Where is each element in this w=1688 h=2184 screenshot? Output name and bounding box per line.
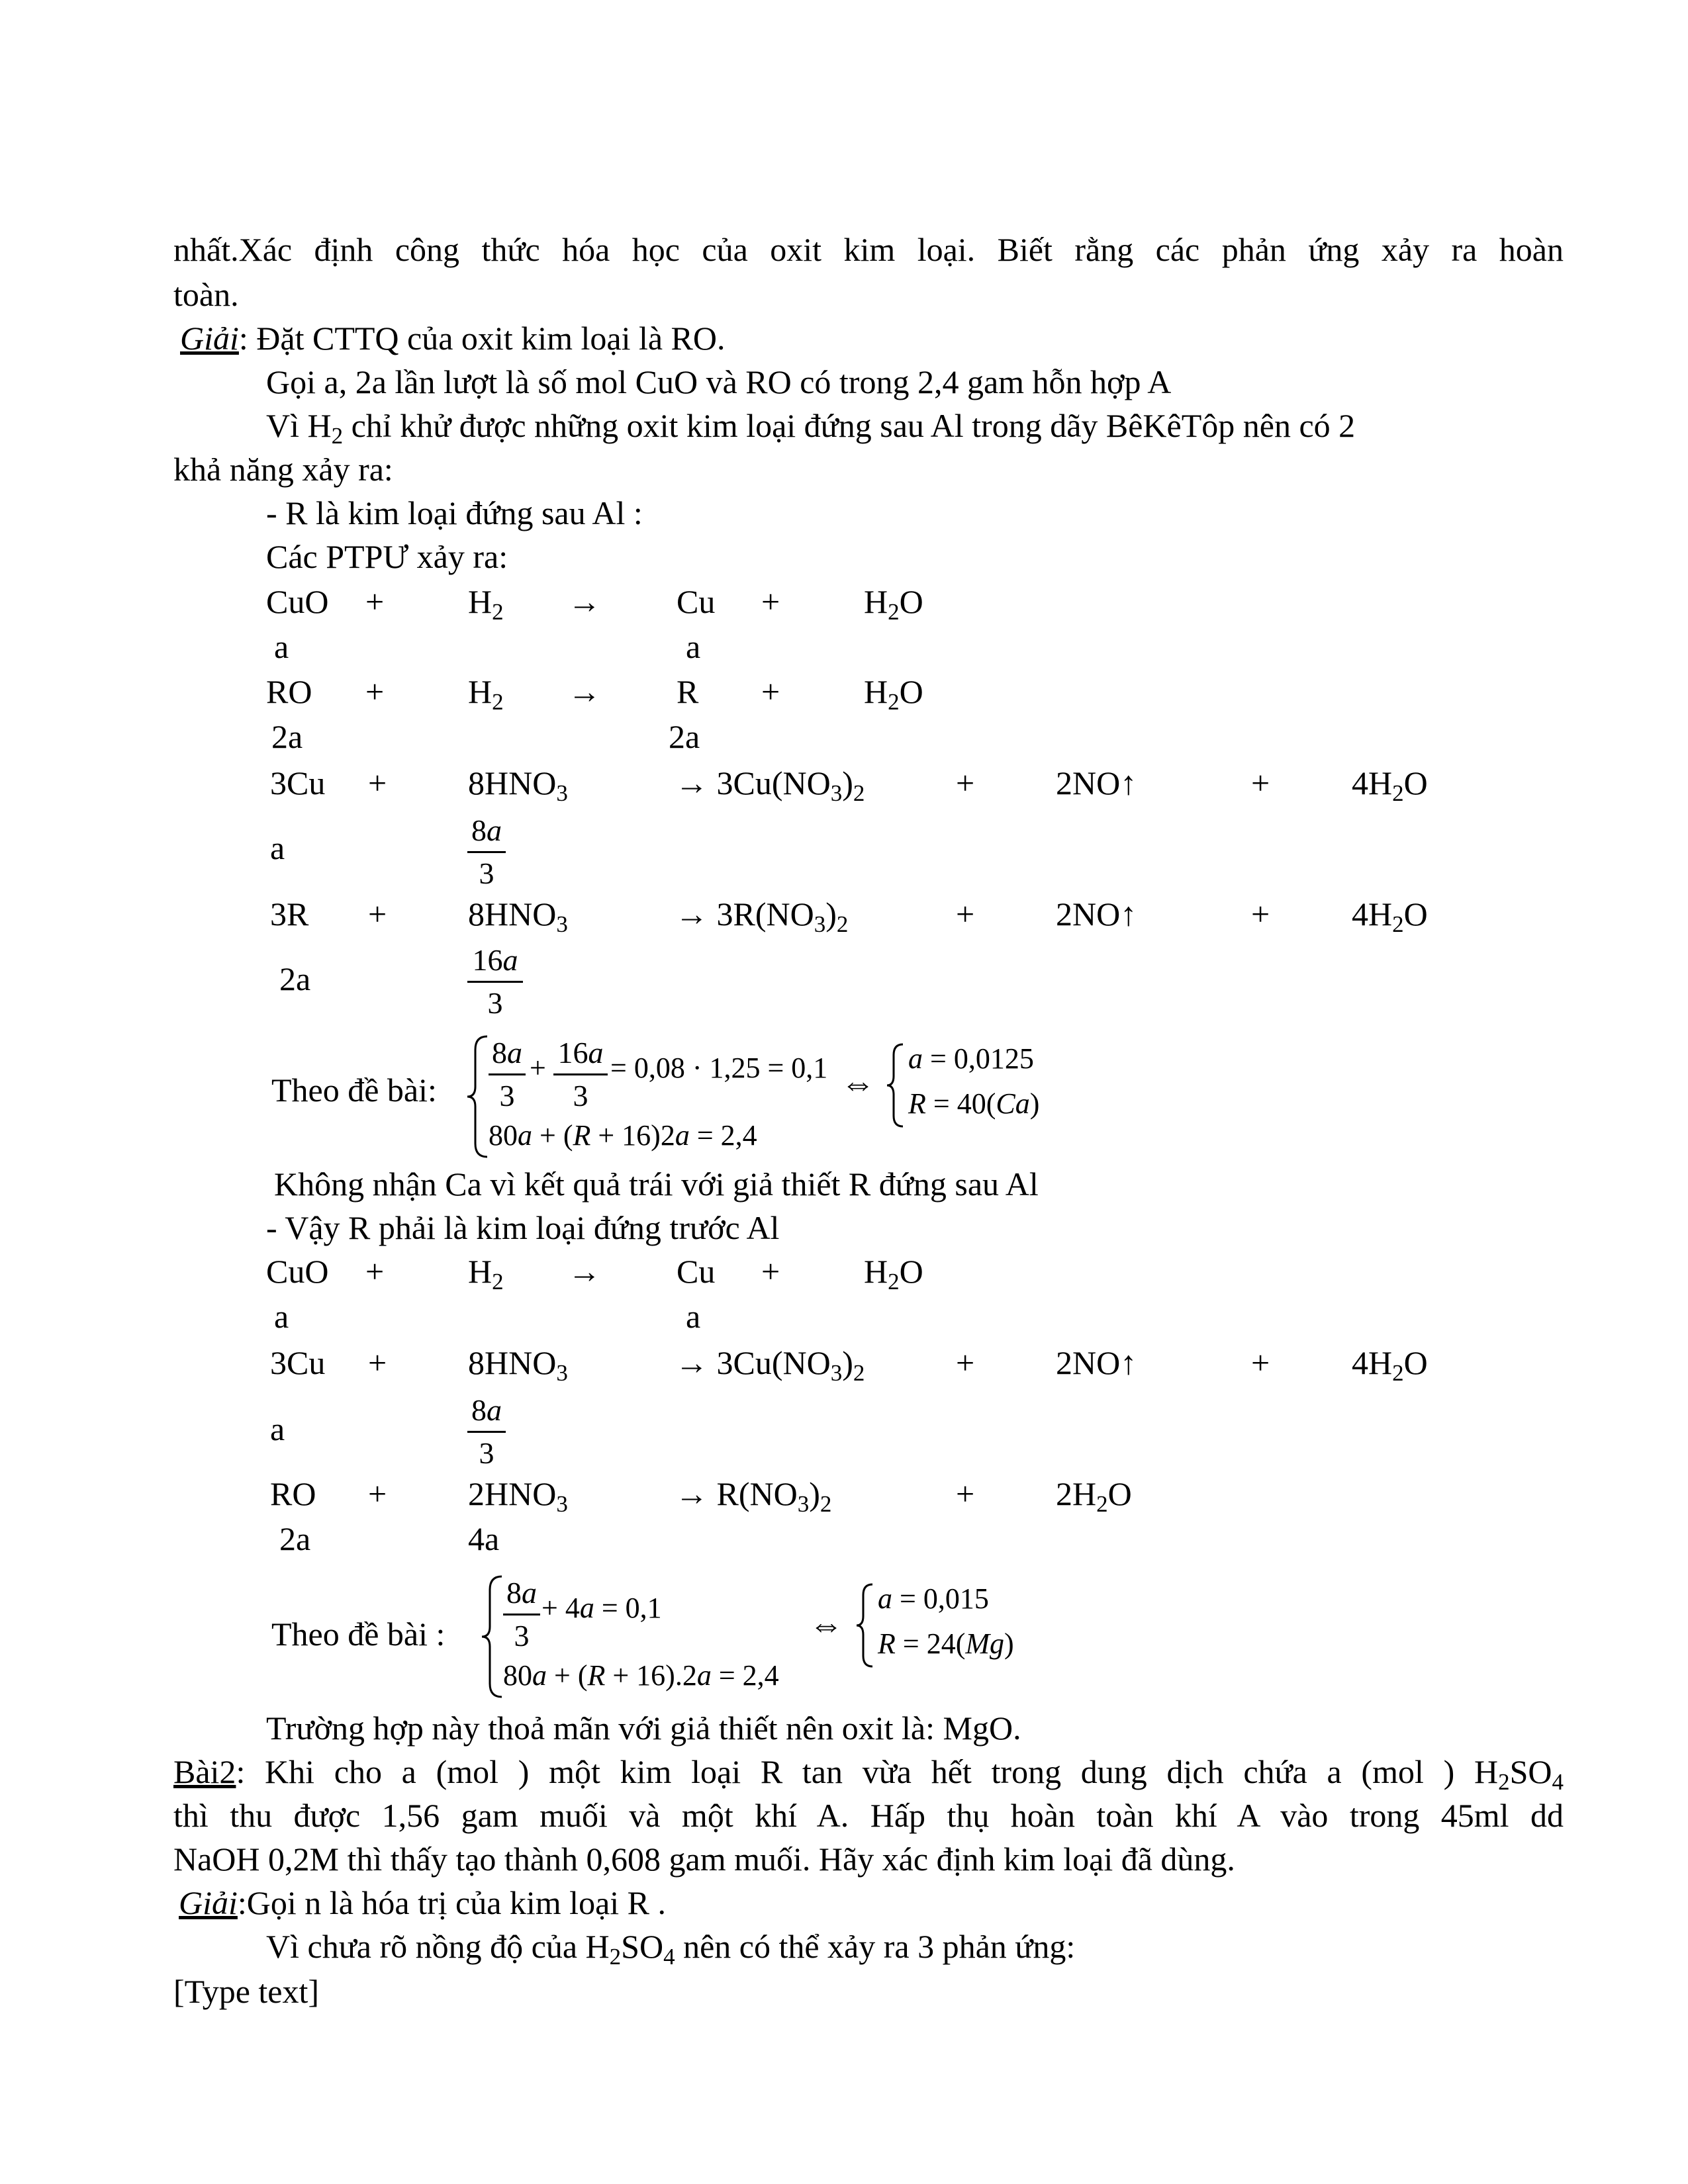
bai2-line-3: NaOH 0,2M thì thấy tạo thành 0,608 gam muối. Hãy xác định kim loại đã dùng. [173,1841,1235,1878]
footer-placeholder: [Type text] [173,1973,320,2010]
case-1-heading: - R là kim loại đứng sau Al : [266,494,643,531]
bai2-solution-heading: Giải:Gọi n là hóa trị của kim loại R . [179,1884,667,1921]
intro-line-1: nhất.Xác định công thức hóa học của oxit kim loại. Biết rằng các phản ứng xảy ra hoàn [173,231,1564,268]
solution-para-1: Gọi a, 2a lần lượt là số mol CuO và RO có trong 2,4 gam hỗn hợp A [266,363,1172,400]
left-brace-icon [465,1034,491,1160]
solution-heading: Giải: Đặt CTTQ của oxit kim loại là RO. [180,320,726,357]
intro-line-2: toàn. [173,276,239,313]
theo-de-bai-label-2: Theo đề bài : [271,1615,445,1653]
case-2-heading: - Vậy R phải là kim loại đứng trước Al [266,1209,780,1246]
bai2-line-2: thì thu được 1,56 gam muối và một khí A. Hấp thụ hoàn toàn khí A vào trong 45ml dd [173,1797,1564,1834]
solution-para-2: Vì $H_2$ chỉ khử được những oxit kim loại đứng sau Al trong dãy BêKêTôp nên có 2 [266,407,1356,449]
reject-ca-text: Không nhận Ca vì kết quả trái với giả thiết R đứng sau Al [274,1165,1039,1203]
bai2-solution-para: Vì chưa rõ nồng độ của $H_2SO_4$ nên có thể xảy ra 3 phản ứng: [266,1928,1076,1970]
right-brace-icon-2 [854,1582,876,1669]
bai2-line-1: Bài2: Khi cho a (mol ) một kim loại R tan vừa hết trong dung dịch chứa a (mol ) $H_2SO_4$ [173,1753,1564,1795]
right-brace-icon [884,1042,907,1129]
ptpu-heading: Các PTPƯ xảy ra: [266,538,508,575]
solution-para-3: khả năng xảy ra: [173,451,393,488]
theo-de-bai-label: Theo đề bài: [271,1071,437,1109]
left-brace-icon-2 [479,1574,506,1700]
conclusion-text: Trường hợp này thoả mãn với giả thiết nên oxit là: MgO. [266,1709,1021,1747]
